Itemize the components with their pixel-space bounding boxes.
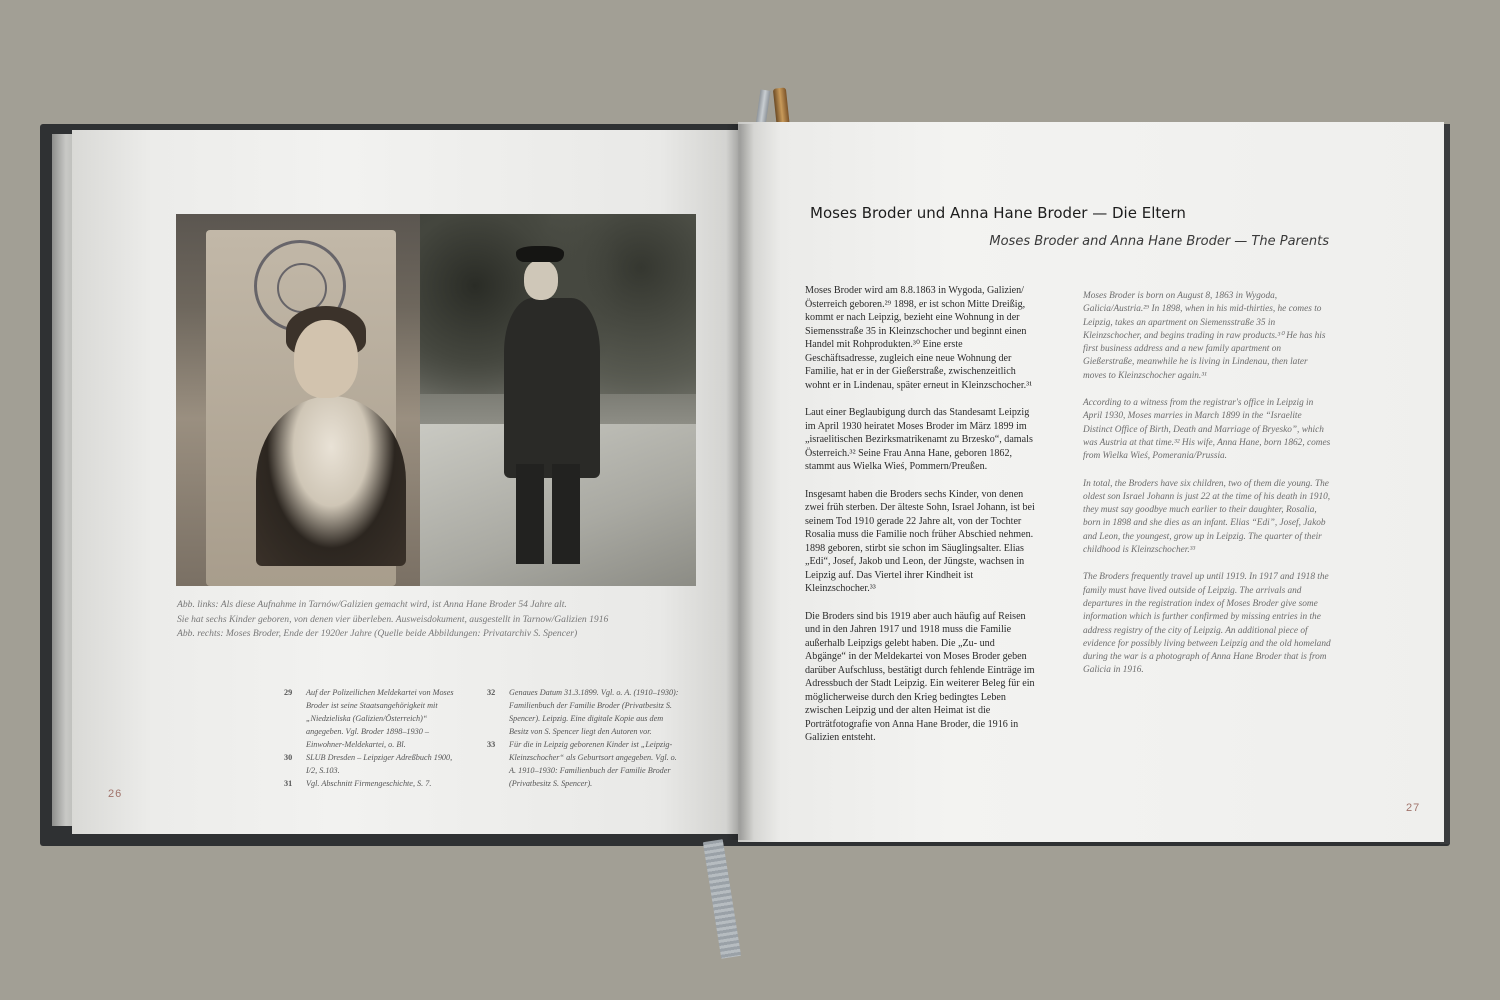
footnote (284, 686, 460, 751)
portrait-man (504, 298, 600, 478)
footnote (284, 751, 460, 777)
footnote-text: Für die in Leipzig geborenen Kinder ist „Leipzig-Kleinzschocher“ als Geburtsort angegeben. Vgl. o. A. 1910–1930: Familienbuch der Familie Broder (Privatbesitz S. Spencer). (509, 740, 677, 788)
footnotes-column-1 (284, 686, 460, 790)
footnote-number: 30 (284, 753, 293, 762)
footnote (487, 686, 683, 738)
portrait-woman (250, 300, 402, 560)
chapter-title-english: Moses Broder and Anna Hane Broder — The Parents (989, 234, 1329, 249)
photo-anna-hane-broder (176, 214, 420, 586)
paragraph: Insgesamt haben die Broders sechs Kinder, von denen zwei früh sterben. Der älteste Sohn, Israel Johann, ist bei seinem Tod 1910 gerade 22 Jahre alt, von der Tochter Rosalia muss die Familie noch früher Abschied nehmen. 1898 geboren, stirbt sie schon im Säuglingsalter. Elias „Edi“, Josef, Jakob und Leon, der Jüngste, wachsen in Leipzig auf. Das Viertel ihrer Kindheit ist Kleinzschocher.³³ (805, 488, 1035, 594)
footnote-number: 31 (284, 779, 293, 788)
page-number-right: 27 (1406, 802, 1421, 814)
footnote (487, 738, 683, 790)
paragraph: In total, the Broders have six children, two of them die young. The oldest son Israel Johann is just 22 at the time of his death in 1910, they must say goodbye much earlier to their daughter, Rosalia, born in 1898 and she dies as an infant. Elias “Edi”, Josef, Jakob and Leon, the youngest, grow up in Leipzig. The quarter of their childhood is Kleinzschocher.³³ (1083, 478, 1331, 556)
footnote-number: 29 (284, 688, 293, 697)
id-card (206, 230, 396, 586)
caption-line: Abb. links: Als diese Aufnahme in Tarnów/Galizien gemacht wird, ist Anna Hane Broder 54 Jahre alt. (177, 599, 567, 610)
footnote-text: SLUB Dresden – Leipziger Adreßbuch 1900, I/2, S.103. (306, 753, 453, 775)
book-gutter (726, 124, 754, 840)
footnote-text: Auf der Polizeilichen Meldekartei von Moses Broder ist seine Staatsangehörigkeit mit „Niedzieliska (Galizien/Österreich)“ angegeben. Vgl. Broder 1898–1930 – Einwohner-Meldekartei, o. Bl. (306, 688, 454, 749)
chapter-title-german: Moses Broder und Anna Hane Broder — Die Eltern (810, 204, 1186, 222)
photo-caption (177, 598, 697, 642)
footnote-number: 33 (487, 740, 496, 749)
german-text-column (805, 284, 1037, 759)
paragraph: Moses Broder wird am 8.8.1863 in Wygoda, Galizien/Österreich geboren.²⁹ 1898, er ist schon Mitte Dreißig, kommt er nach Leipzig, bezieht eine Wohnung in der Siemensstraße 35 in Kleinzschocher und beginnt einen Handel mit Rohprodukten.³⁰ Eine erste Geschäftsadresse, zugleich eine neue Wohnung der Familie, hat er in der Gießerstraße, zwischenzeitlich wohnt er in Lindenau, später erneut in Kleinzschocher.³¹ (805, 285, 1033, 391)
caption-line: Sie hat sechs Kinder geboren, von denen vier überleben. Ausweisdokument, ausgestellt in Tarnow/Galizien 1916 (177, 613, 609, 625)
ribbon-bookmark-top (756, 89, 771, 126)
caption-line: Abb. rechts: Moses Broder, Ende der 1920er Jahre (Quelle beide Abbildungen: Privatarchiv S. Spencer) (177, 628, 578, 639)
photo-moses-broder (420, 214, 696, 586)
paragraph: Moses Broder is born on August 8, 1863 in Wygoda, Galicia/Austria.²⁹ In 1898, when in his mid-thirties, he comes to Leipzig, takes an apartment on Siemensstraße 35 in Kleinzschocher, and begins trading in raw products.³⁰ He has his first business address and a new family apartment on Gießerstraße, meanwhile he is living in Lindenau, then later moves to Kleinzschocher again.³¹ (1083, 291, 1326, 381)
page-number-left: 26 (108, 788, 123, 800)
paragraph: According to a witness from the registrar's office in Leipzig in April 1930, Moses marries in March 1899 in the “Israelite Distinct Office of Birth, Death and Marriage of Bryesko”, which was Austria at that time.³² His wife, Anna Hane, born 1862, comes from Wielka Wieś, Pomerania/Prussia. (1083, 398, 1331, 462)
footnotes-column-2 (487, 686, 683, 790)
footnote-text: Vgl. Abschnitt Firmengeschichte, S. 7. (306, 779, 432, 788)
paragraph: The Broders frequently travel up until 1919. In 1917 and 1918 the family must have lived outside of Leipzig. The arrivals and departures in the registration index of Moses Broder give some information which is further confirmed by missing entries in the address registry of the city of Leipzig. An additional piece of evidence for possibly living between Leipzig and the old homeland during the war is a photograph of Anna Hane Broder that is from Galicia in 1916. (1083, 572, 1331, 676)
english-text-column (1083, 290, 1333, 692)
paragraph: Laut einer Beglaubigung durch das Standesamt Leipzig im April 1930 heiratet Moses Broder im März 1899 im „israelitischen Bezirksmatrikenamt zu Brzesko“, damals Österreich.³² Seine Frau Anna Hane, geboren 1862, stammt aus Wielka Wieś, Pommern/Preußen. (805, 407, 1033, 472)
paragraph: Die Broders sind bis 1919 aber auch häufig auf Reisen und in den Jahren 1917 und 1918 muss die Familie außerhalb Leipzigs gelebt haben. Die „Zu- und Abgänge“ in der Meldekartei von Moses Broder geben darüber Aufschluss, bestätigt durch fehlende Einträge im Adressbuch der Stadt Leipzig. Ein weiterer Beleg für ein möglicherweise durch den Krieg bedingtes Leben zwischen Leipzig und der alten Heimat ist die Porträtfotografie von Anna Hane Broder, die 1916 in Galizien entsteht. (805, 610, 1035, 743)
footnote-number: 32 (487, 688, 496, 697)
footnote (284, 777, 460, 790)
ribbon-bookmark (703, 839, 741, 959)
footnote-text: Genaues Datum 31.3.1899. Vgl. o. A. (1910–1930): Familienbuch der Familie Broder (Privatbesitz S. Spencer). Leipzig. Eine digitale Kopie aus dem Besitz von S. Spencer liegt den Autoren vor. (509, 688, 679, 736)
